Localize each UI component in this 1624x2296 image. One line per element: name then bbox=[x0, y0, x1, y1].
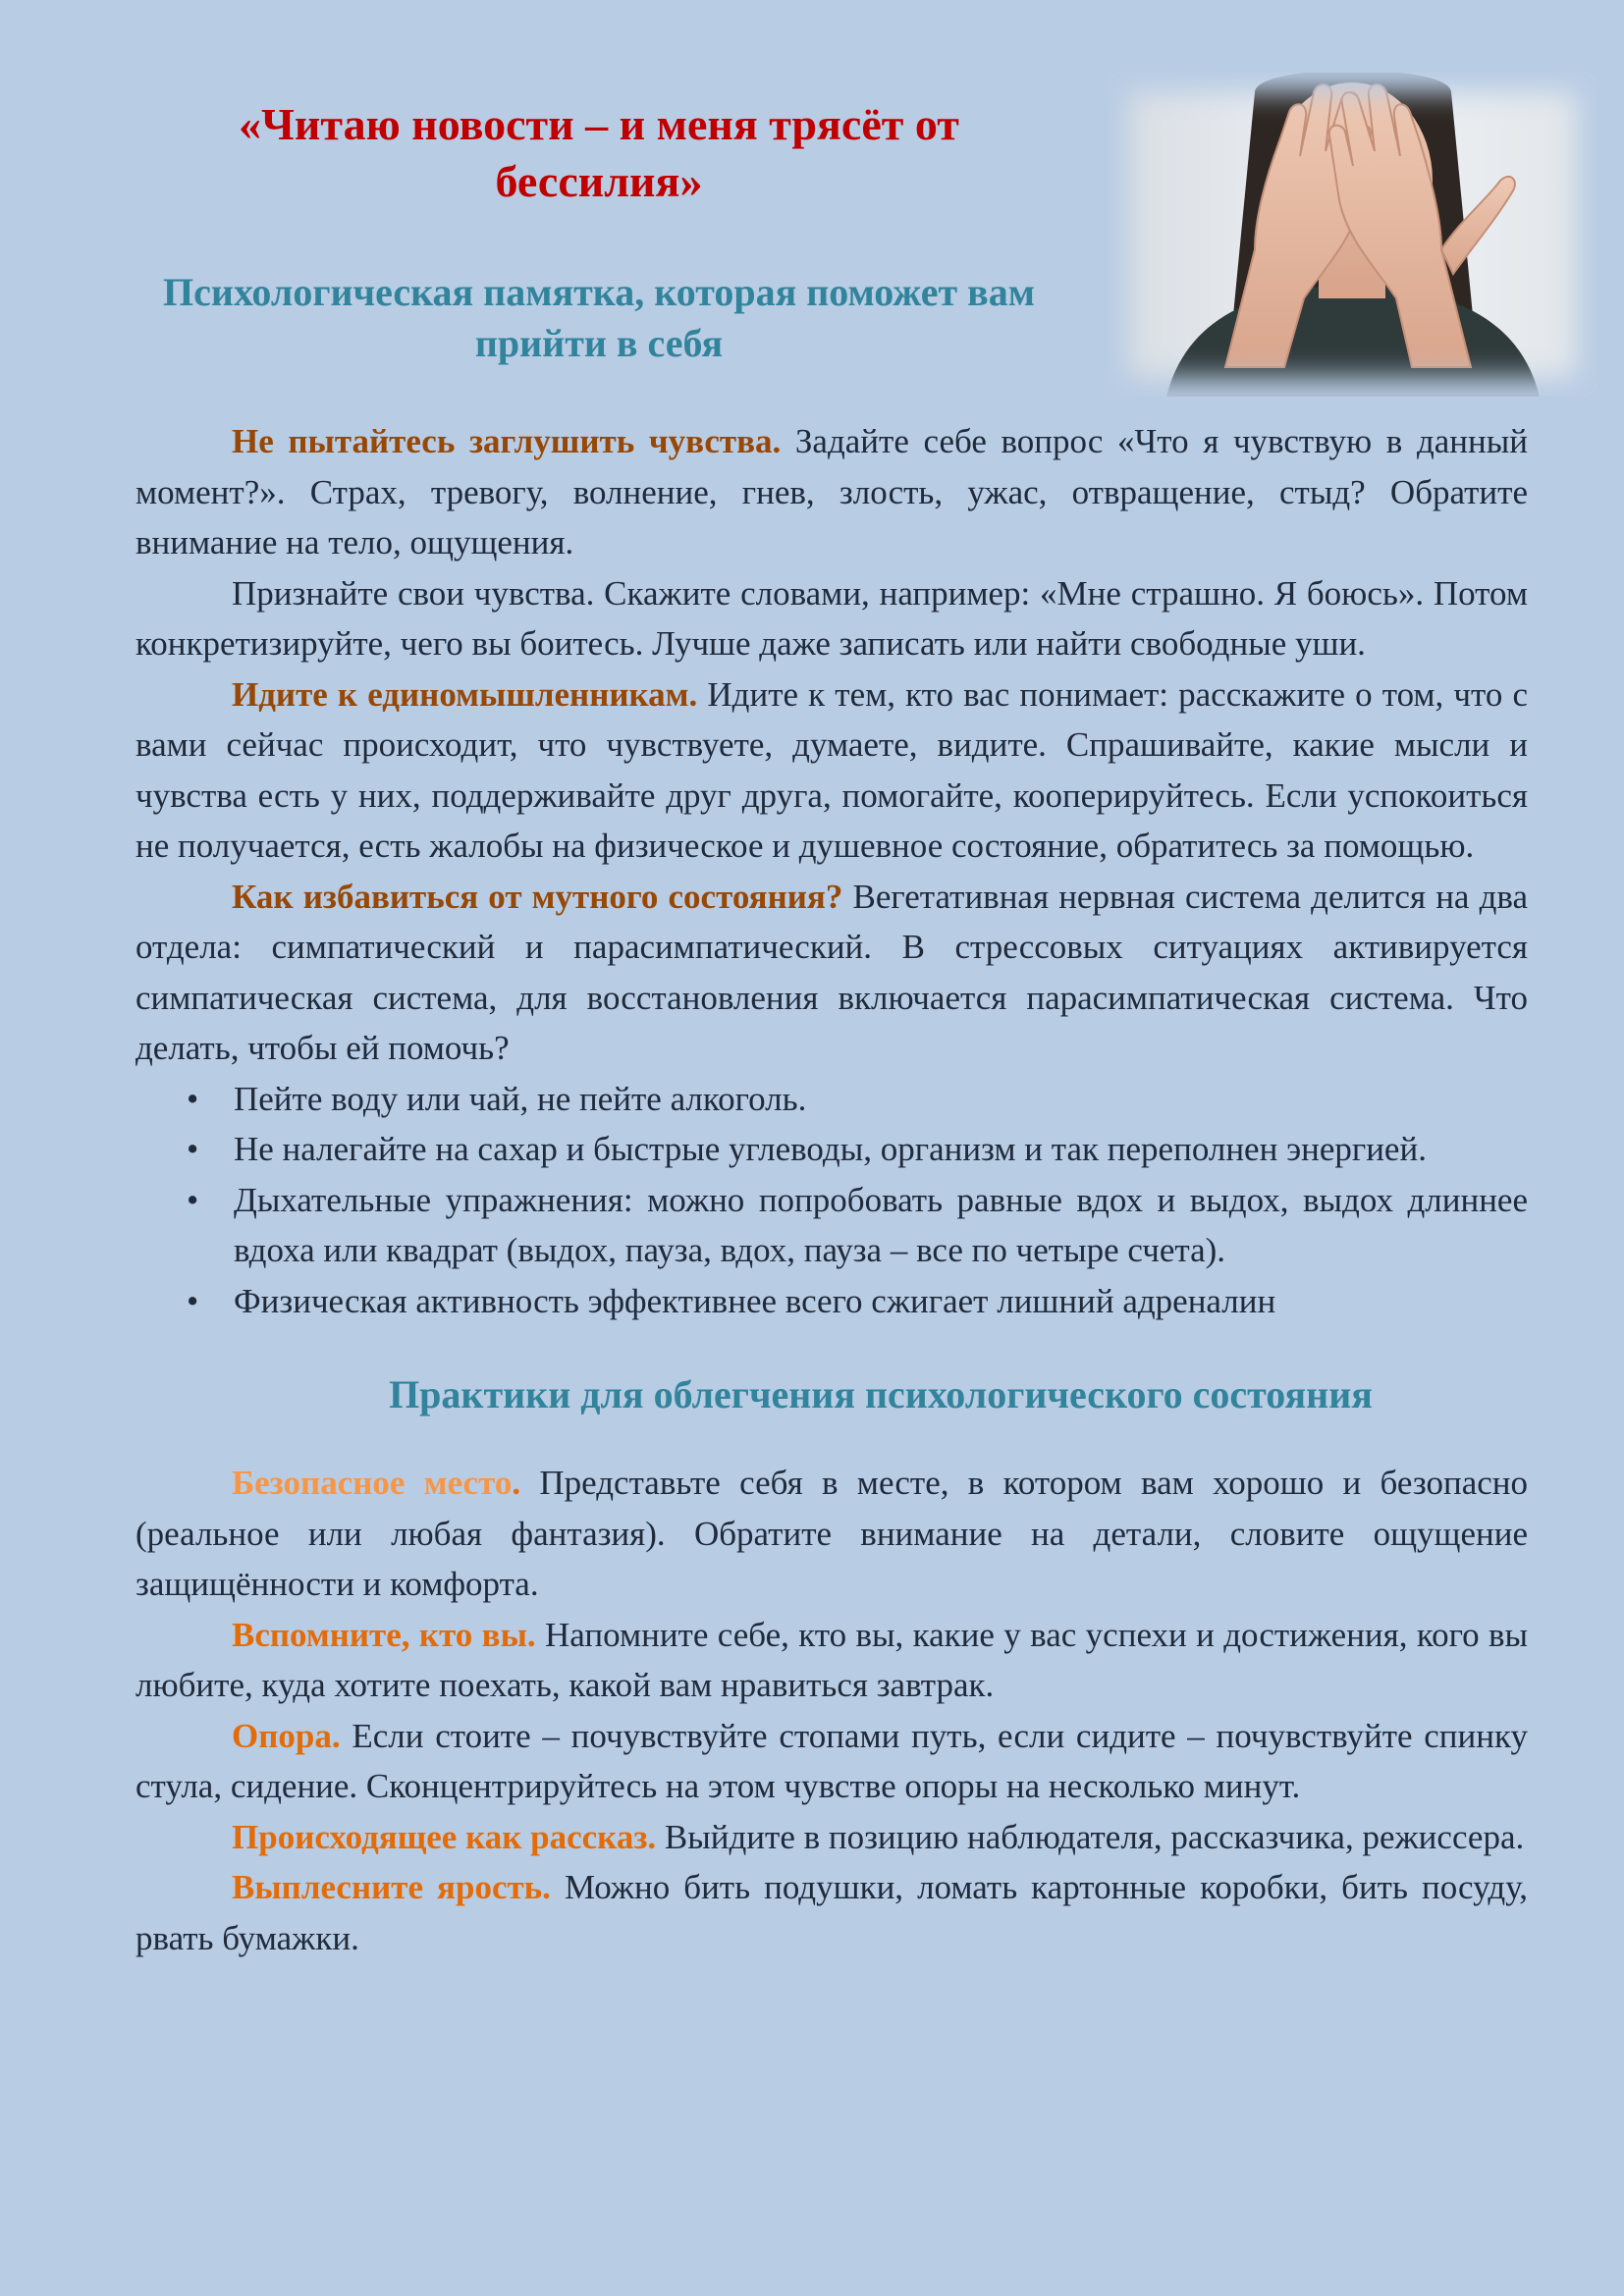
text-rage: Можно бить подушки, ломать картонные коробки, бить посуду, рвать бумажки. bbox=[135, 1868, 1528, 1957]
paragraph-feelings bbox=[135, 416, 1528, 568]
list-item-text: Физическая активность эффективнее всего сжигает лишний адреналин bbox=[234, 1281, 1276, 1320]
bullet-icon: • bbox=[187, 1180, 199, 1219]
paragraph-remember-who bbox=[135, 1610, 1528, 1711]
text-support: Если стоите – почувствуйте стопами путь, если сидите – почувствуйте спинку стула, сидение. Сконцентрируйтесь на этом чувстве опоры на несколько минут. bbox=[135, 1716, 1528, 1805]
text-murky-state: Вегетативная нервная система делится на два отдела: симпатический и парасимпатический. В стрессовых ситуациях активируется симпатическая система, для восстановления включается парасимпатическая система. Что делать, чтобы ей помочь? bbox=[135, 877, 1528, 1067]
text-safe-place: Представьте себя в месте, в котором вам хорошо и безопасно (реальное или любая фантазия). Обратите внимание на детали, словите ощущение защищённости и комфорта. bbox=[135, 1464, 1528, 1603]
photo-illustration bbox=[1108, 73, 1597, 397]
lead-murky-state: Как избавиться от мутного состояния? bbox=[232, 877, 843, 916]
paragraph-safe-place bbox=[135, 1458, 1528, 1610]
lead-safe-place: Безопасное место bbox=[232, 1464, 513, 1502]
paragraph-story bbox=[135, 1812, 1528, 1863]
lead-like-minded: Идите к единомышленникам. bbox=[232, 674, 698, 714]
list-item-text: Не налегайте на сахар и быстрые углеводы, организм и так переполнен энергией. bbox=[234, 1130, 1427, 1168]
list-item bbox=[135, 1074, 1528, 1125]
text-story: Выйдите в позицию наблюдателя, рассказчика, режиссера. bbox=[656, 1817, 1525, 1856]
text-like-minded: Идите к тем, кто вас понимает: расскажите о том, что с вами сейчас происходит, что чувствуете, думаете, видите. Спрашивайте, какие мысли и чувства есть у них, поддерживайте друг друга, помогайте, кооперируйтесь. Если успокоиться не получается, есть жалобы на физическое и душевное состояние, обратитесь за помощью. bbox=[135, 674, 1528, 865]
page-subtitle: Психологическая памятка, которая поможет вам прийти в себя bbox=[163, 270, 1035, 365]
bullet-icon: • bbox=[187, 1079, 199, 1118]
page-title: «Читаю новости – и меня трясёт от бессилия» bbox=[239, 99, 959, 206]
paragraph-murky-state bbox=[135, 872, 1528, 1074]
paragraph-support bbox=[135, 1711, 1528, 1812]
lead-feelings: Не пытайтесь заглушить чувства. bbox=[232, 422, 782, 460]
text-acknowledge: Признайте свои чувства. Скажите словами, например: «Мне страшно. Я боюсь». Потом конкретизируйте, чего вы боитесь. Лучше даже записать или найти свободные уши. bbox=[135, 573, 1528, 663]
text-feelings: Задайте себе вопрос «Что я чувствую в данный момент?». Страх, тревогу, волнение, гнев, злость, ужас, отвращение, стыд? Обратите внимание на тело, ощущения. bbox=[135, 422, 1528, 561]
list-item bbox=[135, 1124, 1528, 1175]
tips-list bbox=[135, 1074, 1528, 1327]
lead-remember-who: Вспомните, кто вы. bbox=[232, 1615, 536, 1654]
lead-rage: Выплесните ярость. bbox=[232, 1868, 551, 1906]
paragraph-rage bbox=[135, 1862, 1528, 1963]
paragraph-acknowledge bbox=[135, 568, 1528, 669]
text-remember-who: Напомните себе, кто вы, какие у вас успехи и достижения, кого вы любите, куда хотите поехать, какой вам нравиться завтрак. bbox=[135, 1615, 1529, 1704]
section-title-practices: Практики для облегчения психологического состояния bbox=[389, 1372, 1373, 1416]
woman-covering-eyes-photo bbox=[1108, 73, 1597, 397]
paragraph-like-minded bbox=[135, 669, 1528, 872]
list-item-text: Пейте воду или чай, не пейте алкоголь. bbox=[234, 1079, 807, 1118]
lead-safe-place-dot: . bbox=[512, 1464, 521, 1502]
lead-support: Опора. bbox=[232, 1716, 341, 1755]
list-item-text: Дыхательные упражнения: можно попробовать равные вдох и выдох, выдох длиннее вдоха или квадрат (выдох, пауза, вдох, пауза – все по четыре счета). bbox=[234, 1180, 1528, 1269]
list-item bbox=[135, 1175, 1528, 1276]
lead-story: Происходящее как рассказ. bbox=[232, 1817, 657, 1856]
memo-body bbox=[135, 416, 1528, 1963]
bullet-icon: • bbox=[187, 1130, 199, 1168]
list-item bbox=[135, 1276, 1528, 1327]
bullet-icon: • bbox=[187, 1281, 199, 1320]
